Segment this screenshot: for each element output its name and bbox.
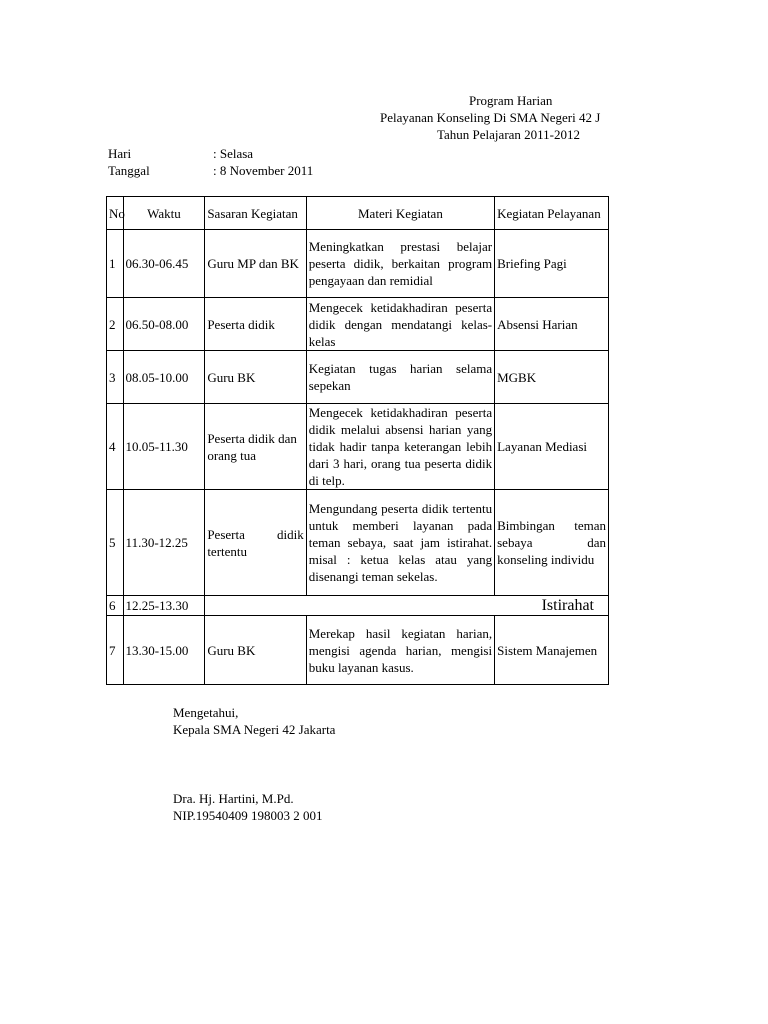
row-no: 5 [107, 490, 124, 596]
table-row [107, 616, 609, 685]
row-no: 2 [107, 298, 124, 351]
row-materi: Merekap hasil kegiatan harian, mengisi agenda harian, mengisi buku layanan kasus. [306, 616, 494, 685]
signature-mengetahui: Mengetahui, [173, 705, 239, 720]
row-sasaran: Guru MP dan BK [205, 230, 306, 298]
signature-position: Kepala SMA Negeri 42 Jakarta [173, 722, 336, 737]
row-materi: Meningkatkan prestasi belajar peserta didik, berkaitan program pengayaan dan remidial [306, 230, 494, 298]
table-header-row [107, 197, 609, 230]
row-pelayanan: Bimbingan teman sebaya dan konseling individu [495, 490, 609, 596]
row-materi: Kegiatan tugas harian selama sepekan [306, 351, 494, 404]
row-materi: Mengecek ketidakhadiran peserta didik dengan mendatangi kelas-kelas [306, 298, 494, 351]
header-waktu: Waktu [123, 197, 205, 230]
program-title: Program Harian [469, 93, 553, 108]
row-no: 6 [107, 596, 124, 616]
row-pelayanan: Absensi Harian [495, 298, 609, 351]
row-pelayanan: MGBK [495, 351, 609, 404]
table-row [107, 298, 609, 351]
row-waktu: 10.05-11.30 [123, 404, 205, 490]
header-materi: Materi Kegiatan [306, 197, 494, 230]
row-materi: Mengecek ketidakhadiran peserta didik melalui absensi harian yang tidak hadir tanpa keterangan lebih dari 3 hari, orang tua peserta didik di telp. [306, 404, 494, 490]
row-no: 4 [107, 404, 124, 490]
table-row [107, 230, 609, 298]
row-waktu: 11.30-12.25 [123, 490, 205, 596]
table-row [107, 490, 609, 596]
row-waktu: 12.25-13.30 [123, 596, 205, 616]
signature-nip: NIP.19540409 198003 2 001 [173, 808, 323, 823]
row-sasaran: Peserta didik dan orang tua [205, 404, 306, 490]
hari-label: Hari [108, 146, 132, 161]
header-no: No [107, 197, 124, 230]
row-waktu: 06.50-08.00 [123, 298, 205, 351]
row-no: 3 [107, 351, 124, 404]
row-waktu: 13.30-15.00 [123, 616, 205, 685]
row-sasaran: Peserta didik tertentu [205, 490, 306, 596]
table-row [107, 404, 609, 490]
tanggal-label: Tanggal [108, 163, 150, 178]
header-pelayanan: Kegiatan Pelayanan [495, 197, 609, 230]
row-pelayanan: Briefing Pagi [495, 230, 609, 298]
schedule-table [106, 196, 609, 685]
row-pelayanan: Sistem Manajemen [495, 616, 609, 685]
tanggal-value: : 8 November 2011 [213, 163, 314, 178]
row-sasaran: Guru BK [205, 351, 306, 404]
row-no: 1 [107, 230, 124, 298]
row-waktu: 08.05-10.00 [123, 351, 205, 404]
row-pelayanan: Layanan Mediasi [495, 404, 609, 490]
academic-year: Tahun Pelajaran 2011-2012 [437, 127, 581, 142]
row-sasaran: Guru BK [205, 616, 306, 685]
row-waktu: 06.30-06.45 [123, 230, 205, 298]
program-subtitle: Pelayanan Konseling Di SMA Negeri 42 J [380, 110, 601, 125]
hari-value: : Selasa [213, 146, 254, 161]
signature-name: Dra. Hj. Hartini, M.Pd. [173, 791, 294, 806]
table-row [107, 351, 609, 404]
header-sasaran: Sasaran Kegiatan [205, 197, 306, 230]
table-row [107, 596, 609, 616]
row-no: 7 [107, 616, 124, 685]
row-materi: Mengundang peserta didik tertentu untuk memberi layanan pada teman sebaya, saat jam istirahat. misal : ketua kelas atau yang disenangi teman sekelas. [306, 490, 494, 596]
row-sasaran: Peserta didik [205, 298, 306, 351]
istirahat-label: Istirahat [205, 596, 609, 616]
